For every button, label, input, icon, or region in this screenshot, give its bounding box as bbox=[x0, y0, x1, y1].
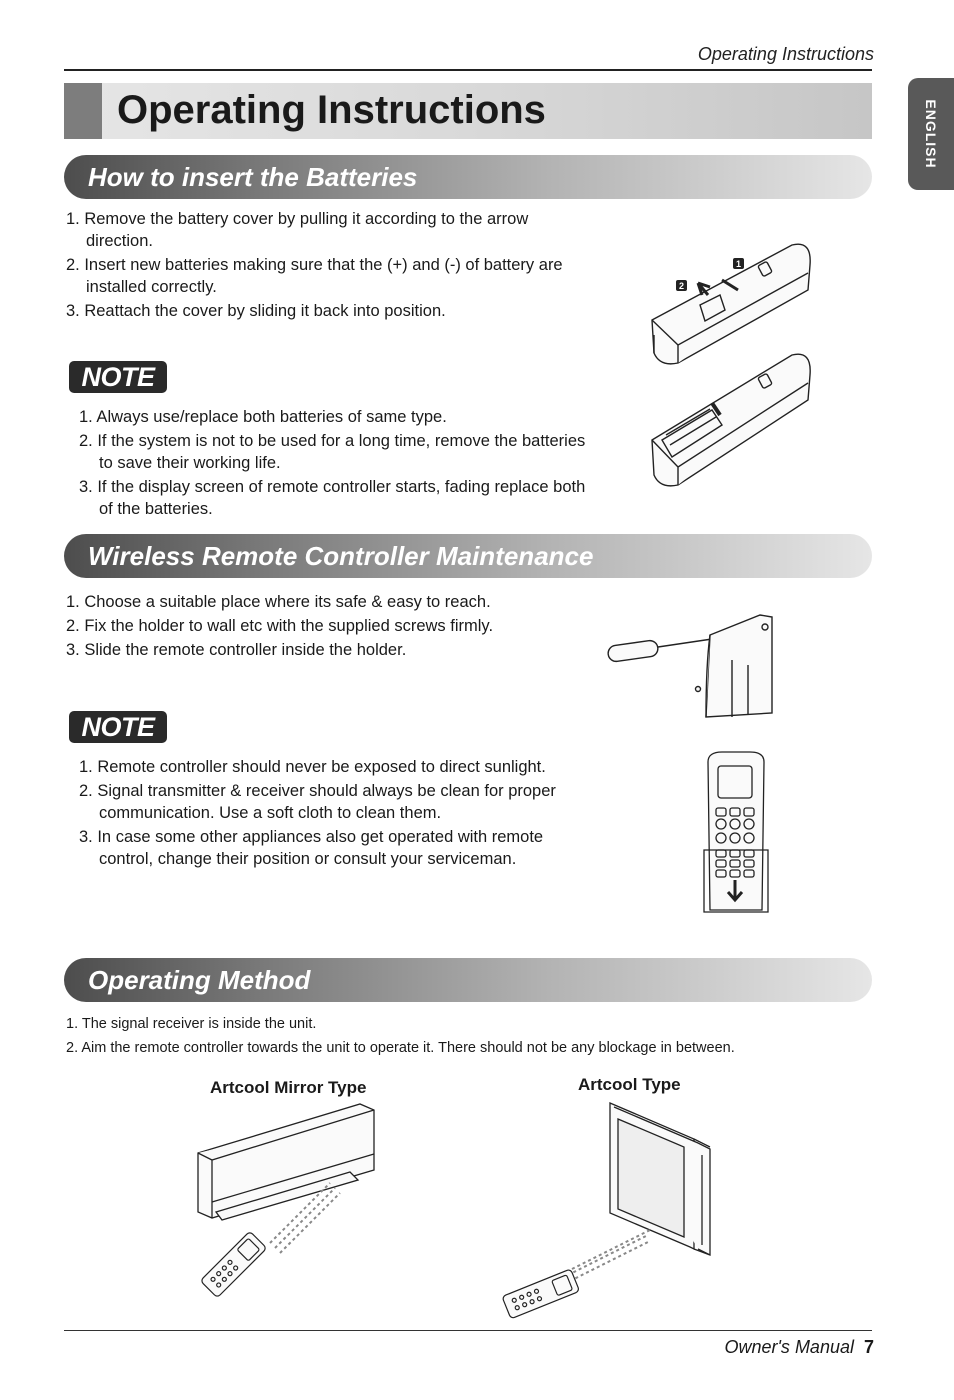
list-item: 1. The signal receiver is inside the unit. bbox=[66, 1016, 317, 1032]
svg-text:1: 1 bbox=[735, 259, 742, 269]
note-badge: NOTE bbox=[69, 361, 167, 393]
title-bar bbox=[64, 83, 872, 139]
artcool-illustration bbox=[498, 1095, 728, 1325]
list-item: 2. Insert new batteries making sure that the (+) and (-) of battery are installed correctly. bbox=[66, 256, 563, 296]
maintenance-notes bbox=[79, 756, 569, 872]
remote-in-holder-illustration bbox=[700, 750, 780, 920]
maintenance-steps bbox=[66, 591, 586, 663]
footer bbox=[724, 1337, 874, 1358]
page-number: 7 bbox=[863, 1337, 874, 1357]
section-heading-operating-method bbox=[64, 958, 872, 1002]
header-rule bbox=[64, 69, 872, 71]
note-badge: NOTE bbox=[69, 711, 167, 743]
language-tab bbox=[908, 78, 954, 190]
operating-method-steps bbox=[66, 1013, 866, 1061]
list-item: 3. In case some other appliances also get operated with remote control, change their position or consult your serviceman. bbox=[79, 828, 544, 868]
battery-steps bbox=[66, 208, 596, 324]
list-item: 3. Slide the remote controller inside the holder. bbox=[66, 641, 407, 659]
section-heading-maintenance bbox=[64, 534, 872, 578]
artcool-mirror-illustration bbox=[190, 1098, 390, 1308]
list-item: 2. If the system is not to be used for a long time, remove the batteries to save their working life. bbox=[79, 432, 586, 472]
list-item: 1. Remove the battery cover by pulling it according to the arrow direction. bbox=[66, 210, 529, 250]
list-item: 1. Choose a suitable place where its safe & easy to reach. bbox=[66, 593, 491, 611]
running-header: Operating Instructions bbox=[697, 44, 874, 64]
holder-screwdriver-illustration bbox=[600, 605, 790, 730]
list-item: 1. Remote controller should never be exposed to direct sunlight. bbox=[79, 758, 546, 776]
section-heading-batteries bbox=[64, 155, 872, 199]
caption-artcool: Artcool Type bbox=[578, 1075, 681, 1094]
caption-artcool-mirror: Artcool Mirror Type bbox=[210, 1078, 367, 1097]
list-item: 1. Always use/replace both batteries of same type. bbox=[79, 408, 447, 426]
list-item: 2. Aim the remote controller towards the unit to operate it. There should not be any blockage in between. bbox=[66, 1040, 735, 1056]
page-title: Operating Instructions bbox=[117, 88, 546, 132]
battery-notes bbox=[79, 406, 591, 522]
footer-rule bbox=[64, 1330, 872, 1331]
list-item: 2. Fix the holder to wall etc with the supplied screws firmly. bbox=[66, 617, 494, 635]
section-title-batteries: How to insert the Batteries bbox=[88, 162, 418, 192]
footer-label: Owner's Manual bbox=[724, 1337, 854, 1357]
list-item: 3. If the display screen of remote controller starts, fading replace both of the batteries. bbox=[79, 478, 586, 518]
list-item: 3. Reattach the cover by sliding it back into position. bbox=[66, 302, 446, 320]
language-tab-label: ENGLISH bbox=[923, 99, 939, 169]
svg-text:2: 2 bbox=[678, 281, 685, 291]
list-item: 2. Signal transmitter & receiver should always be clean for proper communication. Use a soft cloth to clean them. bbox=[79, 782, 556, 822]
title-bar-accent bbox=[64, 83, 102, 139]
battery-cover-illustration bbox=[640, 235, 820, 495]
section-title-operating-method: Operating Method bbox=[88, 965, 311, 995]
section-title-maintenance: Wireless Remote Controller Maintenance bbox=[88, 541, 594, 571]
